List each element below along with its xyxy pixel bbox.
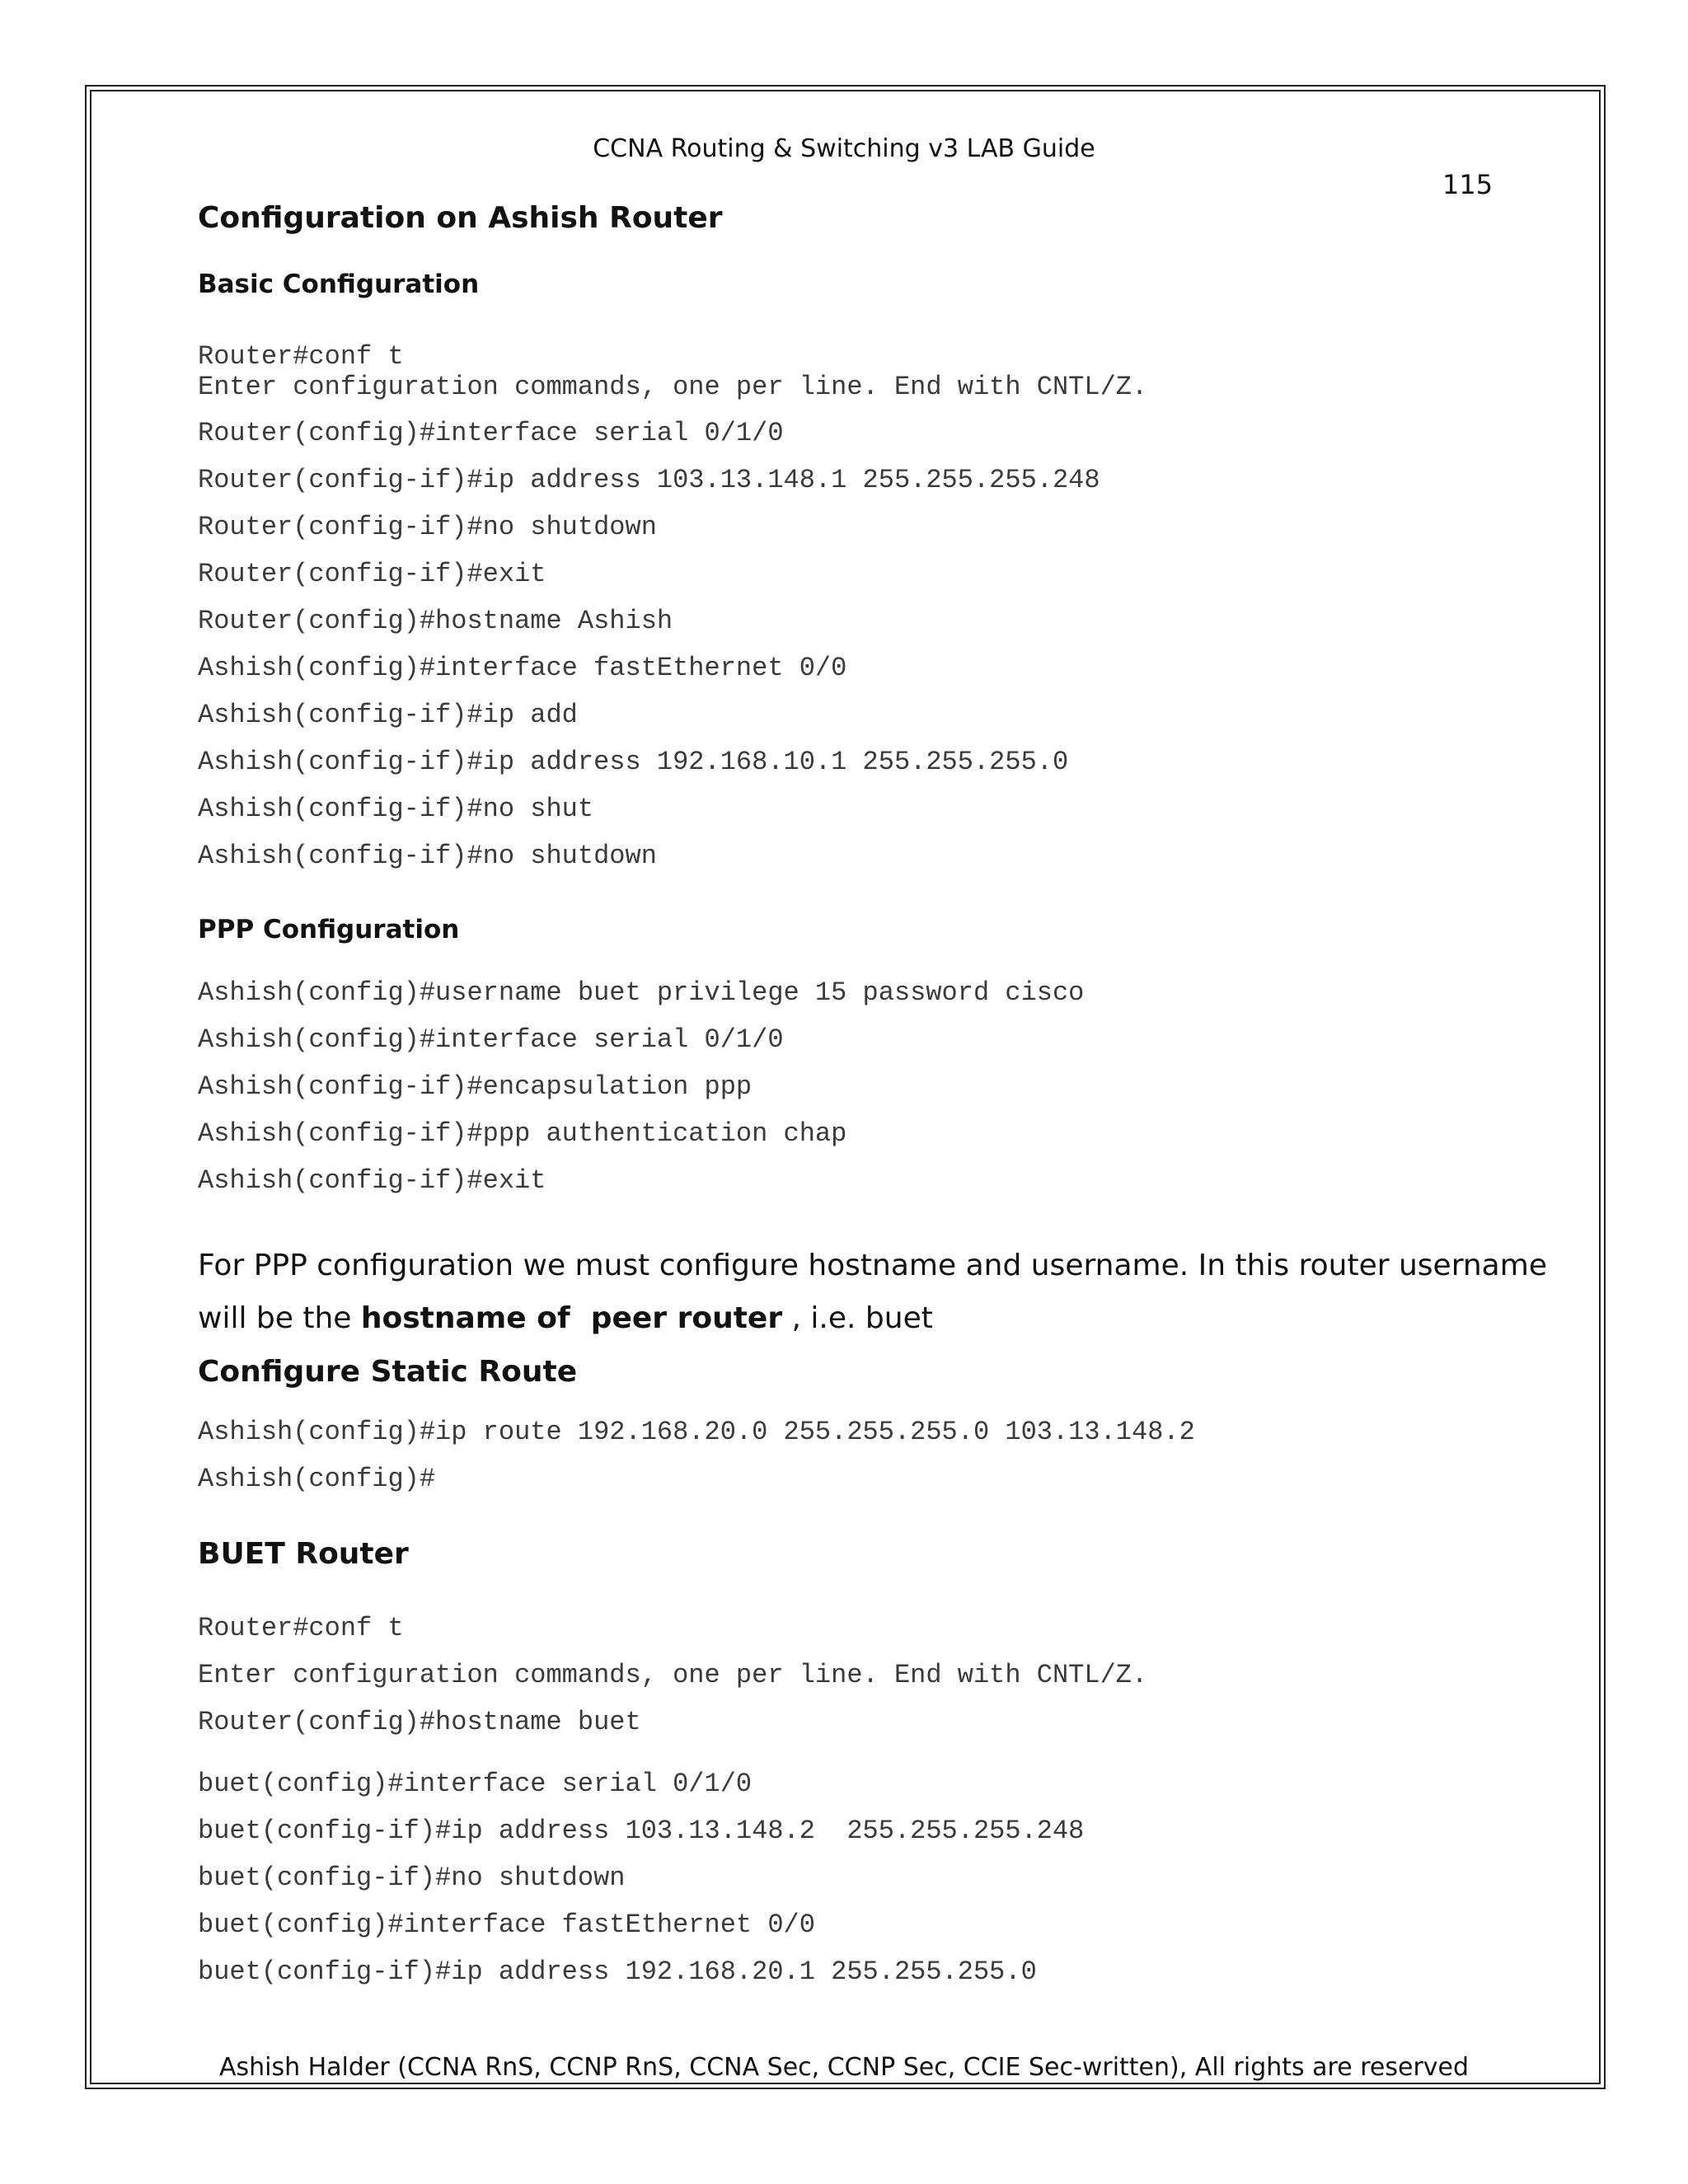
- code-line: buet(config)#interface serial 0/1/0: [198, 1769, 753, 1799]
- code-line: Ashish(config-if)#no shutdown: [198, 841, 657, 871]
- running-header: CCNA Routing & Switching v3 LAB Guide: [593, 134, 1095, 163]
- code-line: Ashish(config-if)#no shut: [198, 794, 594, 824]
- code-line: Ashish(config-if)#encapsulation ppp: [198, 1071, 753, 1102]
- code-line: Ashish(config)#interface fastEthernet 0/0: [198, 653, 847, 683]
- code-line: buet(config-if)#ip address 192.168.20.1 255.255.255.0: [198, 1957, 1037, 1987]
- code-line: Router(config)#interface serial 0/1/0: [198, 418, 784, 448]
- code-line: Ashish(config-if)#exit: [198, 1165, 546, 1196]
- heading-basic-configuration: Basic Configuration: [198, 269, 480, 299]
- code-line: Enter configuration commands, one per line. End with CNTL/Z.: [198, 1660, 1148, 1690]
- note-paragraph-line-2: [198, 1301, 933, 1335]
- section-title-ashish: Configuration on Ashish Router: [198, 201, 723, 235]
- code-line: Enter configuration commands, one per line. End with CNTL/Z.: [198, 372, 1148, 402]
- page-footer: Ashish Halder (CCNA RnS, CCNP RnS, CCNA Sec, CCNP Sec, CCIE Sec-written), All rights are reserved: [218, 2053, 1470, 2082]
- code-line: buet(config)#interface fastEthernet 0/0: [198, 1910, 815, 1940]
- code-line: Router(config)#hostname buet: [198, 1707, 641, 1737]
- note-paragraph-line-1: For PPP configuration we must configure hostname and username. In this router username: [198, 1249, 1547, 1282]
- code-line: Router(config-if)#no shutdown: [198, 512, 657, 542]
- code-line: Ashish(config)#ip route 192.168.20.0 255.255.255.0 103.13.148.2: [198, 1417, 1195, 1447]
- code-line: Router(config)#hostname Ashish: [198, 606, 673, 636]
- heading-configure-static-route: Configure Static Route: [198, 1355, 578, 1389]
- code-line: buet(config-if)#no shutdown: [198, 1863, 626, 1893]
- note-emphasis: hostname of peer router: [360, 1301, 783, 1335]
- code-line: buet(config-if)#ip address 103.13.148.2 255.255.255.248: [198, 1816, 1085, 1846]
- code-line: Router(config-if)#ip address 103.13.148.1 255.255.255.248: [198, 465, 1100, 495]
- code-line: Ashish(config)#interface serial 0/1/0: [198, 1024, 784, 1055]
- code-line: Ashish(config)#: [198, 1464, 436, 1494]
- note-text: will be the: [198, 1301, 361, 1335]
- page-number: 115: [1442, 169, 1493, 200]
- code-line: Ashish(config-if)#ip add: [198, 700, 578, 730]
- code-line: Router#conf t: [198, 341, 404, 372]
- section-title-buet: BUET Router: [198, 1537, 409, 1571]
- code-line: Router(config-if)#exit: [198, 559, 546, 589]
- heading-ppp-configuration: PPP Configuration: [198, 915, 460, 944]
- code-line: Ashish(config-if)#ppp authentication chap: [198, 1118, 847, 1149]
- code-line: Ashish(config-if)#ip address 192.168.10.1 255.255.255.0: [198, 747, 1069, 777]
- code-line: Router#conf t: [198, 1613, 404, 1643]
- note-text: , i.e. buet: [782, 1301, 933, 1335]
- code-line: Ashish(config)#username buet privilege 15 password cisco: [198, 977, 1085, 1008]
